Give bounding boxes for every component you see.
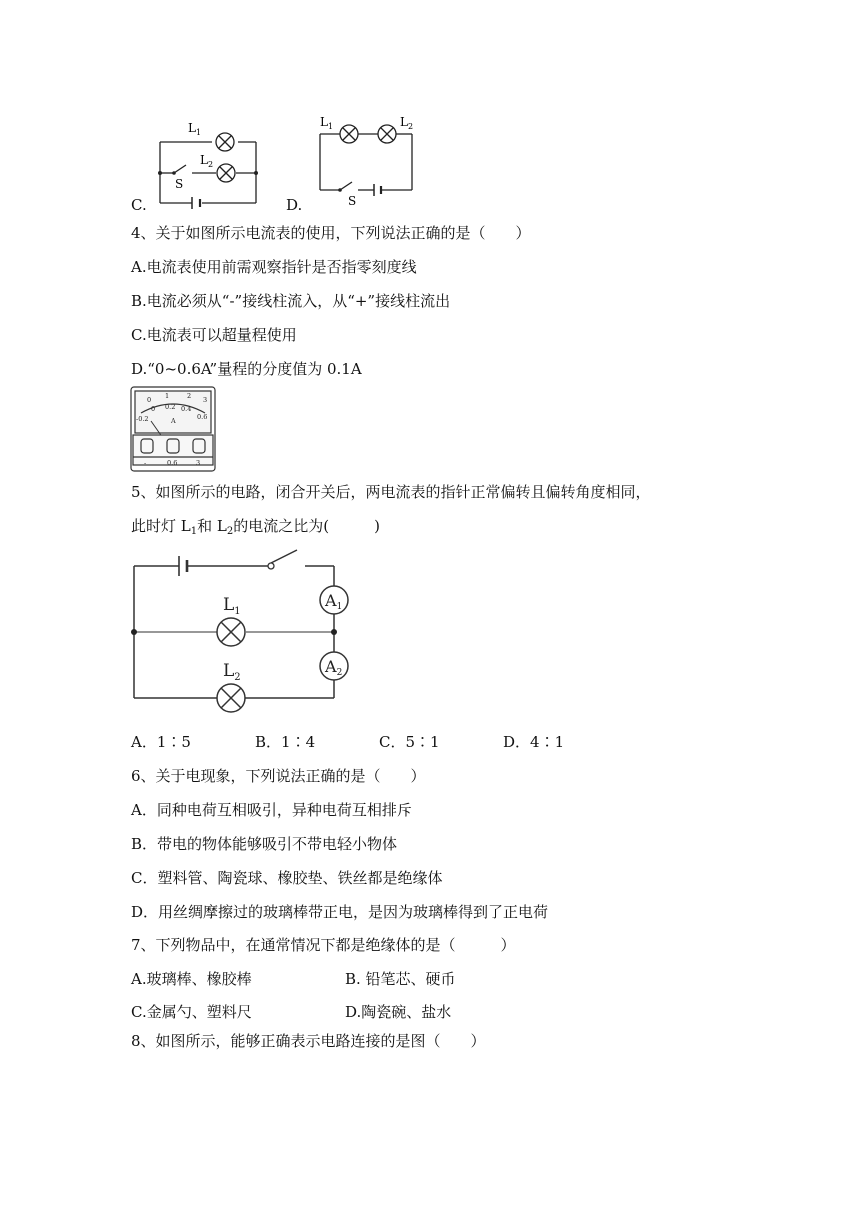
circuit-figure-q5 [125, 548, 365, 723]
q7-stem: 7、下列物品中，在通常情况下都是绝缘体的是（ ） [131, 936, 516, 954]
ammeter-top-0: 0 [147, 396, 152, 404]
ammeter-top-3: 3 [203, 396, 208, 404]
q4-option-c: C.电流表可以超量程使用 [131, 326, 297, 344]
q5-stem-line2: 此时灯 $L_1$和 $L_2$的电流之比为( ) [131, 517, 380, 537]
ammeter-terminal-3: 3 [196, 459, 201, 467]
option-c-label: C. [131, 196, 147, 214]
circuit-figure-c [150, 118, 270, 213]
fig-c-l2-label: $L_2$ [200, 153, 214, 169]
ammeter-bottom-3: 0.4 [181, 405, 192, 413]
q6-option-b: B．带电的物体能够吸引不带电轻小物体 [131, 835, 398, 853]
ammeter-top-2: 2 [187, 392, 192, 400]
ammeter-figure [129, 385, 219, 475]
fig-d-switch-label: S [348, 194, 357, 208]
ammeter-bottom-4: 0.6 [197, 413, 208, 421]
q6-option-a: A．同种电荷互相吸引，异种电荷互相排斥 [131, 801, 412, 819]
q5-l2-label: $L_2$ [223, 661, 241, 683]
q5-stem-line1: 5、如图所示的电路，闭合开关后，两电流表的指针正常偏转且偏转角度相同， [131, 483, 651, 501]
option-d-label: D. [286, 196, 303, 214]
q6-option-c: C．塑料管、陶瓷球、橡胶垫、铁丝都是绝缘体 [131, 869, 443, 887]
q7-option-b: B. 铅笔芯、硬币 [345, 970, 456, 988]
q6-option-d: D．用丝绸摩擦过的玻璃棒带正电，是因为玻璃棒得到了正电荷 [131, 903, 549, 921]
q4-option-b: B.电流必须从“-”接线柱流入，从“+”接线柱流出 [131, 292, 451, 310]
ammeter-bottom-0: -0.2 [136, 415, 149, 423]
fig-d-l1-label: $L_1$ [320, 115, 334, 131]
q5-l1-label: $L_1$ [223, 595, 241, 617]
ammeter-top-1: 1 [165, 392, 170, 400]
q7-option-d: D.陶瓷碗、盐水 [345, 1003, 452, 1021]
q4-option-d: D.“0~0.6A”量程的分度值为 0.1A [131, 360, 362, 378]
ammeter-terminal-06: 0.6 [167, 459, 178, 467]
fig-c-switch-label: S [175, 177, 184, 191]
fig-d-l2-label: $L_2$ [400, 115, 414, 131]
q5-option-a: A．1∶5 [131, 733, 191, 751]
q7-options-row1 [131, 969, 456, 989]
q5-a2-label: A2 [325, 657, 343, 678]
q4-stem: 4、关于如图所示电流表的使用，下列说法正确的是（ ） [131, 224, 531, 242]
q7-options-row2 [131, 1002, 451, 1022]
q5-option-d: D．4∶1 [503, 733, 565, 751]
ammeter-bottom-2: 0.2 [165, 403, 176, 411]
q7-option-c: C.金属勺、塑料尺 [131, 1003, 252, 1021]
q8-stem: 8、如图所示，能够正确表示电路连接的是图（ ） [131, 1032, 486, 1050]
ammeter-unit: A [171, 417, 176, 425]
q5-options [131, 732, 564, 752]
q5-option-b: B．1∶4 [255, 733, 316, 751]
q5-a1-label: A1 [325, 591, 343, 612]
q7-option-a: A.玻璃棒、橡胶棒 [131, 970, 252, 988]
q4-option-a: A.电流表使用前需观察指针是否指零刻度线 [131, 258, 417, 276]
q5-option-c: C．5∶1 [379, 733, 440, 751]
q6-stem: 6、关于电现象，下列说法正确的是（ ） [131, 767, 426, 785]
fig-c-l1-label: $L_1$ [188, 121, 202, 137]
ammeter-terminal-minus: - [144, 459, 147, 467]
circuit-figure-d [312, 112, 422, 207]
ammeter-bottom-1: 0 [151, 405, 156, 413]
